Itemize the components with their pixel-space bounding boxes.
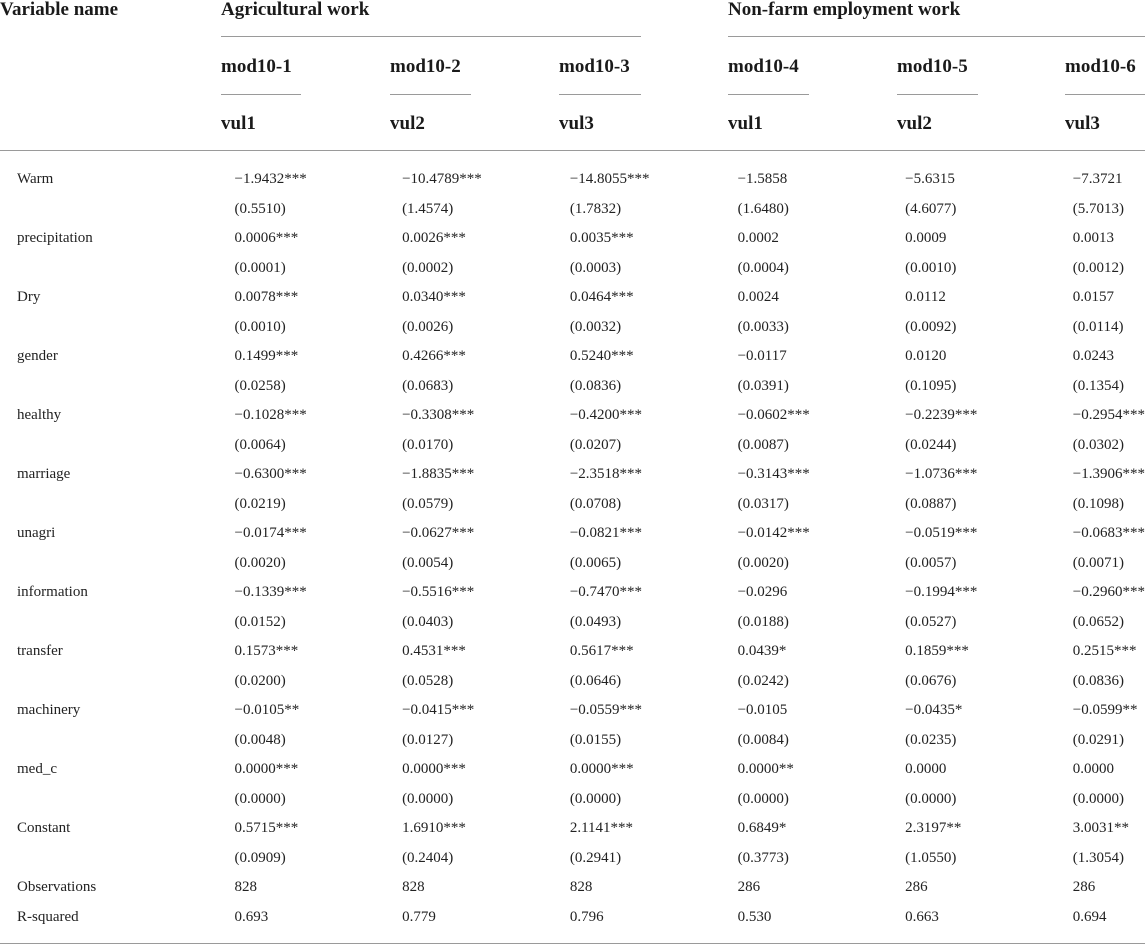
table-cell: 2.1141***	[569, 820, 634, 837]
table-cell: −1.5858	[737, 171, 788, 188]
table-cell: (0.0001)	[234, 259, 286, 276]
table-row	[0, 195, 1145, 225]
group-header-nonfarm: Non-farm employment work	[728, 0, 961, 20]
row-label: machinery	[17, 702, 81, 719]
model-header-4: mod10-4	[728, 56, 799, 77]
table-row	[0, 283, 1145, 313]
table-cell: (0.0391)	[737, 377, 789, 394]
table-cell: −0.0105**	[234, 702, 300, 719]
row-label: marriage	[17, 466, 71, 483]
table-cell: −14.8055***	[569, 171, 650, 188]
regression-table	[0, 165, 1145, 932]
table-cell: (0.0528)	[402, 672, 454, 689]
table-cell: (0.0032)	[569, 318, 622, 335]
table-cell: −0.3308***	[402, 407, 475, 424]
table-cell: 0.1859***	[905, 643, 969, 660]
table-cell: (0.0493)	[569, 613, 622, 630]
table-cell: 0.0000***	[402, 761, 466, 778]
table-row	[0, 372, 1145, 402]
row-label: precipitation	[17, 230, 93, 247]
table-row	[0, 578, 1145, 608]
table-row	[0, 696, 1145, 726]
table-cell: 0.0000	[905, 761, 947, 778]
row-label	[0, 372, 234, 402]
table-cell: (0.0000)	[402, 790, 454, 807]
table-cell: (0.5510)	[234, 200, 286, 217]
table-cell: (0.2941)	[569, 849, 622, 866]
table-cell: 0.693	[234, 908, 269, 925]
table-cell: 0.0000***	[234, 761, 299, 778]
table-row	[0, 224, 1145, 254]
model-rule-3	[559, 94, 641, 95]
table-cell: 0.1499***	[234, 348, 299, 365]
table-cell: 0.0340***	[402, 289, 466, 306]
table-cell: −0.0599**	[1072, 702, 1138, 719]
table-cell: 0.5617***	[569, 643, 634, 660]
table-cell: −1.9432***	[234, 171, 307, 188]
dependent-header-5: vul2	[897, 113, 932, 134]
table-cell: 0.0464***	[569, 289, 634, 306]
table-cell: 0.0078***	[234, 289, 299, 306]
table-cell: −0.7470***	[569, 584, 643, 601]
table-cell: 0.530	[737, 908, 772, 925]
table-cell: (0.1354)	[1072, 377, 1124, 394]
dependent-header-2: vul2	[390, 113, 425, 134]
table-cell: 0.779	[402, 908, 436, 925]
dependent-header-6: vul3	[1065, 113, 1100, 134]
table-cell: (1.0550)	[905, 849, 957, 866]
group-rule-nonfarm	[728, 36, 1145, 37]
group-rule-agricultural	[221, 36, 641, 37]
table-cell: (0.0010)	[905, 259, 957, 276]
table-row	[0, 401, 1145, 431]
table-cell: (0.0000)	[905, 790, 957, 807]
table-cell: (0.0048)	[234, 731, 286, 748]
table-cell: −0.1028***	[234, 407, 307, 424]
table-cell: 0.4531***	[402, 643, 466, 660]
table-cell: (0.0836)	[1072, 672, 1124, 689]
table-cell: (0.0244)	[905, 436, 957, 453]
table-cell: (1.7832)	[569, 200, 622, 217]
table-cell: (0.0000)	[569, 790, 622, 807]
table-bottom-rule	[0, 943, 1145, 944]
table-cell: (0.0033)	[737, 318, 789, 335]
table-cell: 828	[234, 879, 257, 896]
row-label	[0, 195, 234, 225]
table-cell: (0.0579)	[402, 495, 454, 512]
table-row	[0, 165, 1145, 195]
model-rule-6	[1065, 94, 1145, 95]
table-cell: (0.0000)	[737, 790, 789, 807]
table-cell: −0.0559***	[569, 702, 643, 719]
row-label	[0, 490, 234, 520]
table-cell: (0.0258)	[234, 377, 286, 394]
table-cell: (0.0000)	[234, 790, 286, 807]
table-cell: (0.0242)	[737, 672, 789, 689]
table-cell: 0.0000**	[737, 761, 794, 778]
table-cell: −5.6315	[905, 171, 955, 188]
table-cell: 0.0112	[905, 289, 946, 306]
table-cell: 828	[569, 879, 593, 896]
row-label: Warm	[17, 171, 54, 188]
table-row	[0, 460, 1145, 490]
dependent-header-4: vul1	[728, 113, 763, 134]
table-cell: −0.2960***	[1072, 584, 1145, 601]
table-cell: −10.4789***	[402, 171, 482, 188]
table-cell: 0.2515***	[1072, 643, 1137, 660]
group-header-agricultural: Agricultural work	[221, 0, 370, 20]
table-cell: 0.0157	[1072, 289, 1114, 306]
table-cell: −0.6300***	[234, 466, 307, 483]
table-cell: (0.0200)	[234, 672, 286, 689]
table-cell: −0.0142***	[737, 525, 810, 542]
row-label: med_c	[17, 761, 57, 778]
table-cell: 3.0031**	[1072, 820, 1129, 837]
table-cell: 0.5240***	[569, 348, 634, 365]
table-cell: 0.796	[569, 908, 604, 925]
table-cell: (0.0646)	[569, 672, 622, 689]
table-cell: −0.0117	[737, 348, 787, 365]
model-header-6: mod10-6	[1065, 56, 1136, 77]
table-row	[0, 254, 1145, 284]
table-cell: 0.663	[905, 908, 939, 925]
table-cell: (0.0071)	[1072, 554, 1124, 571]
table-cell: 828	[402, 879, 425, 896]
row-label: healthy	[17, 407, 62, 424]
table-cell: 0.0000***	[569, 761, 634, 778]
table-cell: (0.0652)	[1072, 613, 1124, 630]
table-cell: −0.5516***	[402, 584, 475, 601]
table-row	[0, 785, 1145, 815]
table-cell: (4.6077)	[905, 200, 957, 217]
table-cell: (0.0219)	[234, 495, 286, 512]
table-row	[0, 755, 1145, 785]
row-label	[0, 844, 234, 874]
table-cell: 1.6910***	[402, 820, 466, 837]
table-cell: (1.3054)	[1072, 849, 1124, 866]
table-cell: (0.0020)	[234, 554, 286, 571]
table-cell: 0.0024	[737, 289, 779, 306]
table-cell: (0.0087)	[737, 436, 789, 453]
table-cell: 286	[1072, 879, 1096, 896]
table-cell: −0.0174***	[234, 525, 307, 542]
table-row	[0, 814, 1145, 844]
table-cell: (0.0004)	[737, 259, 789, 276]
table-row	[0, 903, 1145, 933]
table-cell: (0.0152)	[234, 613, 286, 630]
row-label	[0, 254, 234, 284]
row-label	[0, 726, 234, 756]
table-cell: (0.0708)	[569, 495, 622, 512]
table-cell: 0.0006***	[234, 230, 299, 247]
table-cell: (0.0527)	[905, 613, 957, 630]
table-cell: (0.0064)	[234, 436, 286, 453]
row-label	[0, 431, 234, 461]
table-cell: −0.1339***	[234, 584, 307, 601]
header-bottom-rule	[0, 150, 1145, 151]
model-rule-2	[390, 94, 471, 95]
table-row	[0, 608, 1145, 638]
table-cell: −0.0415***	[402, 702, 475, 719]
table-cell: (0.0054)	[402, 554, 454, 571]
table-cell: (0.0026)	[402, 318, 454, 335]
table-cell: 0.5715***	[234, 820, 299, 837]
table-cell: (0.0170)	[402, 436, 454, 453]
model-header-5: mod10-5	[897, 56, 968, 77]
table-cell: (0.0909)	[234, 849, 286, 866]
table-cell: −1.0736***	[905, 466, 978, 483]
table-row	[0, 519, 1145, 549]
table-cell: (0.0000)	[1072, 790, 1124, 807]
table-cell: 0.0035***	[569, 230, 634, 247]
model-header-3: mod10-3	[559, 56, 630, 77]
table-cell: 0.4266***	[402, 348, 466, 365]
table-row	[0, 313, 1145, 343]
row-label: Constant	[17, 820, 71, 837]
table-cell: −0.0435*	[905, 702, 963, 719]
table-cell: (0.0092)	[905, 318, 957, 335]
table-cell: 0.0000	[1072, 761, 1114, 778]
row-label: unagri	[17, 525, 56, 542]
table-cell: −0.4200***	[569, 407, 643, 424]
row-label: Dry	[17, 289, 41, 306]
model-rule-4	[728, 94, 809, 95]
table-cell: (0.0114)	[1072, 318, 1124, 335]
table-row	[0, 844, 1145, 874]
dependent-header-3: vul3	[559, 113, 594, 134]
row-label	[0, 549, 234, 579]
table-cell: (0.1098)	[1072, 495, 1124, 512]
table-cell: (0.0003)	[569, 259, 622, 276]
table-cell: (1.6480)	[737, 200, 789, 217]
table-cell: (0.0291)	[1072, 731, 1124, 748]
table-cell: −0.3143***	[737, 466, 810, 483]
table-cell: 0.0120	[905, 348, 947, 365]
table-cell: 286	[905, 879, 928, 896]
table-cell: −0.0296	[737, 584, 788, 601]
row-label: R-squared	[17, 908, 79, 925]
table-cell: (0.0084)	[737, 731, 789, 748]
table-cell: −1.3906***	[1072, 466, 1145, 483]
row-label	[0, 667, 234, 697]
table-row	[0, 637, 1145, 667]
table-cell: (0.0317)	[737, 495, 789, 512]
table-cell: (0.0002)	[402, 259, 454, 276]
table-cell: 2.3197**	[905, 820, 962, 837]
table-cell: −0.0627***	[402, 525, 475, 542]
table-row	[0, 342, 1145, 372]
table-cell: (0.0188)	[737, 613, 789, 630]
table-cell: −0.1994***	[905, 584, 978, 601]
table-cell: (0.0836)	[569, 377, 622, 394]
table-cell: (0.3773)	[737, 849, 789, 866]
model-header-2: mod10-2	[390, 56, 461, 77]
table-cell: 0.0026***	[402, 230, 466, 247]
table-row	[0, 490, 1145, 520]
table-cell: 0.0002	[737, 230, 779, 247]
table-cell: (0.0065)	[569, 554, 622, 571]
table-cell: −7.3721	[1072, 171, 1123, 188]
table-cell: 0.0013	[1072, 230, 1114, 247]
table-row	[0, 549, 1145, 579]
table-row	[0, 431, 1145, 461]
table-cell: 0.0439*	[737, 643, 787, 660]
table-cell: 0.694	[1072, 908, 1107, 925]
table-cell: −0.2954***	[1072, 407, 1145, 424]
row-label: information	[17, 584, 88, 601]
table-cell: (0.0012)	[1072, 259, 1124, 276]
table-cell: −0.0683***	[1072, 525, 1145, 542]
dependent-header-1: vul1	[221, 113, 256, 134]
row-label	[0, 313, 234, 343]
table-row	[0, 873, 1145, 903]
table-cell: −0.0105	[737, 702, 788, 719]
table-row	[0, 667, 1145, 697]
table-cell: −0.0602***	[737, 407, 810, 424]
table-cell: 0.6849*	[737, 820, 787, 837]
table-row	[0, 726, 1145, 756]
model-rule-5	[897, 94, 978, 95]
table-cell: (0.0403)	[402, 613, 454, 630]
table-cell: −0.0821***	[569, 525, 643, 542]
table-cell: (0.0207)	[569, 436, 622, 453]
row-label	[0, 608, 234, 638]
row-label	[0, 785, 234, 815]
table-cell: (1.4574)	[402, 200, 454, 217]
table-cell: 0.1573***	[234, 643, 299, 660]
model-rule-1	[221, 94, 301, 95]
table-cell: −2.3518***	[569, 466, 643, 483]
table-cell: 286	[737, 879, 761, 896]
row-label: gender	[17, 348, 58, 365]
variable-name-header: Variable name	[0, 0, 119, 20]
table-cell: (0.1095)	[905, 377, 957, 394]
table-cell: (0.0302)	[1072, 436, 1124, 453]
table-cell: −1.8835***	[402, 466, 475, 483]
table-cell: −0.0519***	[905, 525, 978, 542]
table-cell: (5.7013)	[1072, 200, 1124, 217]
table-cell: (0.0683)	[402, 377, 454, 394]
table-cell: (0.0887)	[905, 495, 957, 512]
table-cell: (0.0235)	[905, 731, 957, 748]
table-cell: (0.2404)	[402, 849, 454, 866]
table-cell: 0.0009	[905, 230, 947, 247]
table-cell: 0.0243	[1072, 348, 1114, 365]
table-cell: (0.0676)	[905, 672, 957, 689]
table-cell: (0.0155)	[569, 731, 622, 748]
model-header-1: mod10-1	[221, 56, 292, 77]
table-cell: (0.0057)	[905, 554, 957, 571]
table-cell: −0.2239***	[905, 407, 978, 424]
table-cell: (0.0127)	[402, 731, 454, 748]
row-label: Observations	[17, 879, 97, 896]
row-label: transfer	[17, 643, 63, 660]
table-cell: (0.0020)	[737, 554, 789, 571]
table-cell: (0.0010)	[234, 318, 286, 335]
